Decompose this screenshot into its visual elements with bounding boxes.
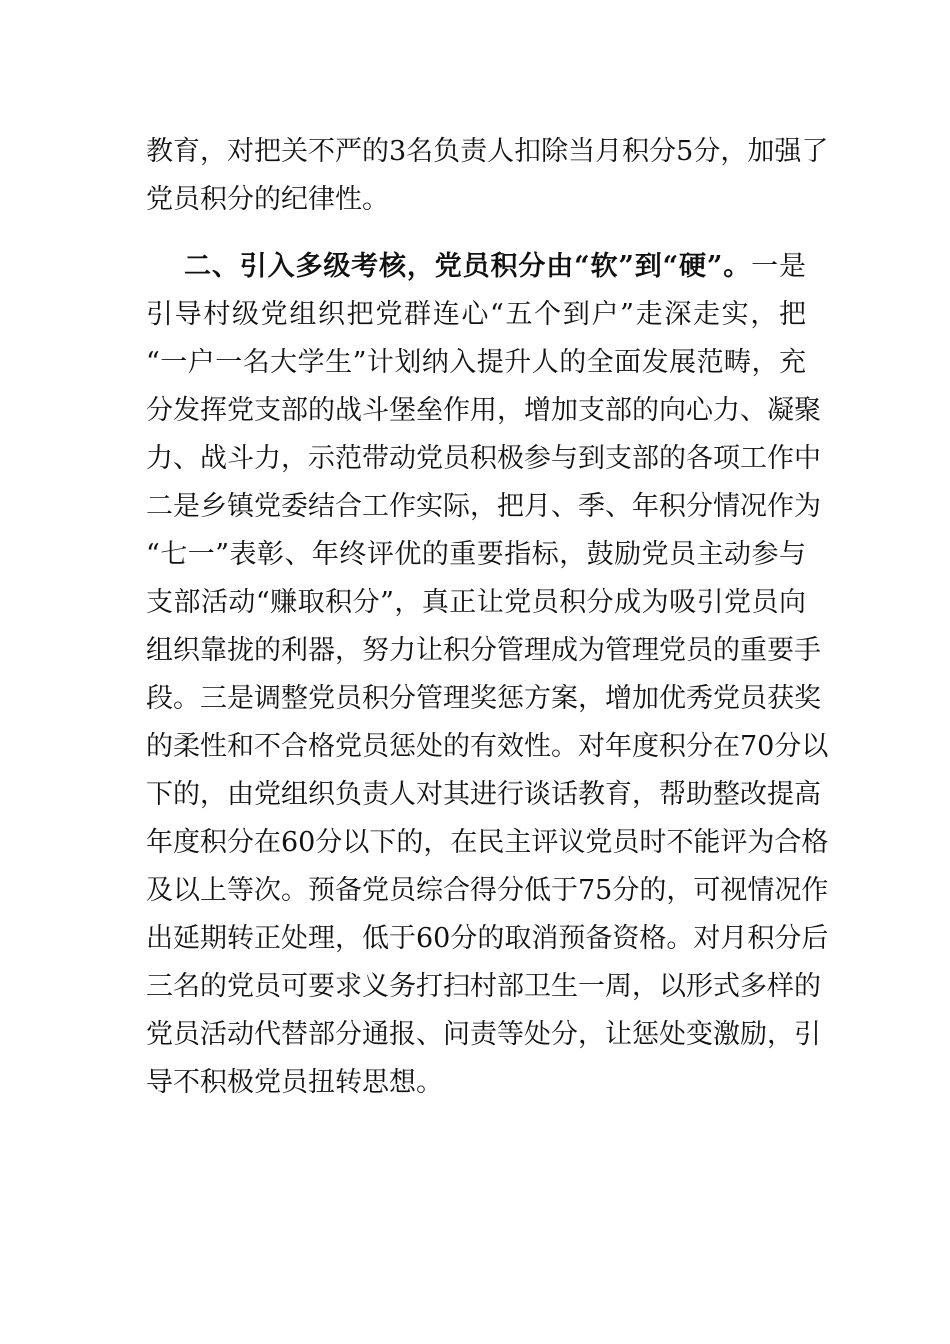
paragraph-2-first-line [184,243,806,291]
paragraph-2-line: 下的，由党组织负责人对其进行谈话教育，帮助整改提高 [146,779,821,810]
paragraph-1-line-1: 教育，对把关不严的3名负责人扣除当月积分5分，加强了 [146,136,829,167]
paragraph-2-line: 党员活动代替部分通报、问责等处分，让惩处变激励，引 [146,1019,821,1050]
paragraph-2-line: 二是乡镇党委结合工作实际，把月、季、年积分情况作为 [146,491,821,522]
paragraph-2-line: 段。三是调整党员积分管理奖惩方案，增加优秀党员获奖 [146,683,821,714]
paragraph-2-line: 引导村级党组织把党群连心“五个到户”走深走实，把 [146,299,806,330]
paragraph-2-line: “一户一名大学生”计划纳入提升人的全面发展范畴，充 [146,347,806,378]
paragraph-2-line: “七一”表彰、年终评优的重要指标，鼓励党员主动参与 [146,539,806,570]
paragraph-1-line-2: 党员积分的纪律性。 [146,184,389,215]
paragraph-2-line: 组织靠拢的利器，努力让积分管理成为管理党员的重要手 [146,635,821,666]
paragraph-2-line: 年度积分在60分以下的，在民主评议党员时不能评为合格 [146,827,829,858]
paragraph-2-line: 及以上等次。预备党员综合得分低于75分的，可视情况作 [146,875,829,906]
paragraph-2-line: 导不积极党员扭转思想。 [146,1067,443,1098]
paragraph-2-line: 分发挥党支部的战斗堡垒作用，增加支部的向心力、凝聚 [146,395,821,426]
section-heading: 二、引入多级考核，党员积分由“软”到“硬”。 [184,251,752,282]
paragraph-2-line: 的柔性和不合格党员惩处的有效性。对年度积分在70分以 [146,731,829,762]
paragraph-2-line: 三名的党员可要求义务打扫村部卫生一周，以形式多样的 [146,971,821,1002]
paragraph-2-line: 出延期转正处理，低于60分的取消预备资格。对月积分后 [146,923,829,954]
paragraph-2-line: 支部活动“赚取积分”，真正让党员积分成为吸引党员向 [146,587,806,618]
paragraph-2-first-line-rest: 一是 [751,251,807,282]
paragraph-2-line: 力、战斗力，示范带动党员积极参与到支部的各项工作中 [146,443,821,474]
